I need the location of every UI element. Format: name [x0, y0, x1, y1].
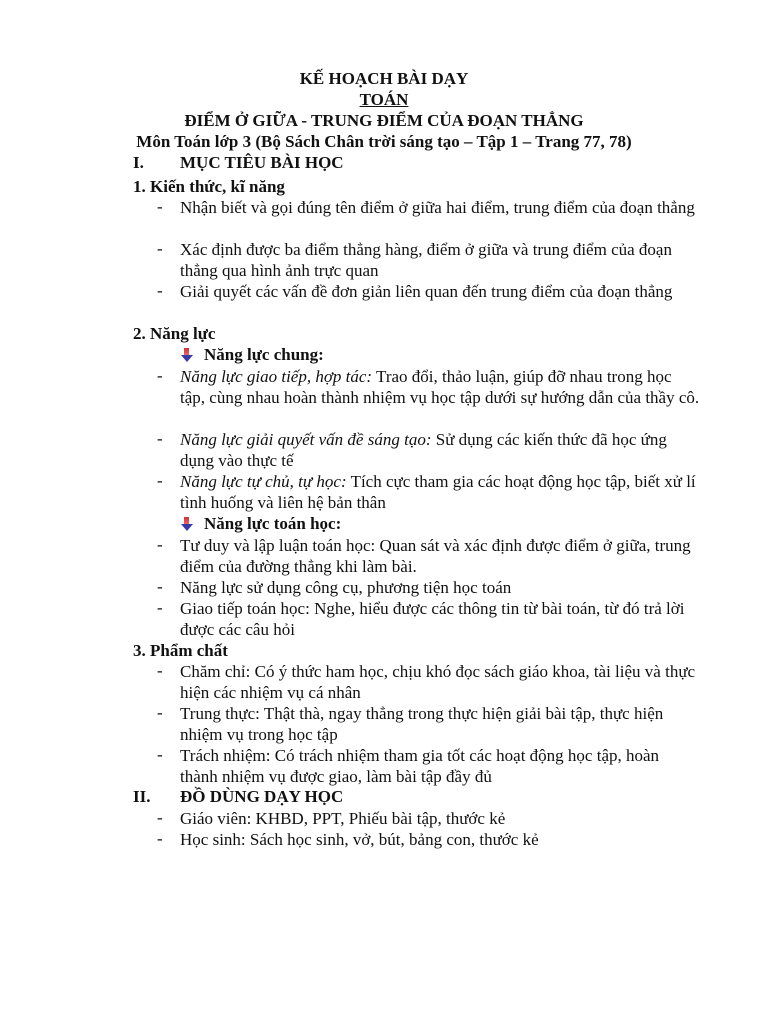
list-item: [180, 471, 700, 513]
bullet-dash: -: [157, 745, 163, 764]
bullet-dash: -: [157, 598, 163, 617]
item-text: Sử dụng các kiến thức đã học ứng dụng vào thực tế: [180, 430, 667, 470]
list-item: Giáo viên: KHBD, PPT, Phiếu bài tập, thước kẻ: [180, 809, 506, 828]
lesson-title: ĐIỂM Ở GIỮA - TRUNG ĐIỂM CỦA ĐOẠN THẲNG: [184, 111, 584, 130]
arrow-down-icon: [180, 517, 194, 531]
subsection-competence: 2. Năng lực: [133, 324, 216, 343]
bullet-dash: -: [157, 197, 163, 216]
list-item: Xác định được ba điểm thẳng hàng, điểm ở giữa và trung điểm của đoạn thẳng qua hình ảnh trực quan: [180, 240, 672, 280]
item-text: Trao đổi, thảo luận, giúp đỡ nhau trong học tập, cùng nhau hoàn thành nhiệm vụ học tập dưới sự hướng dẫn của thầy cô.: [180, 367, 700, 407]
course-info: Môn Toán lớp 3 (Bộ Sách Chân trời sáng tạo – Tập 1 – Trang 77, 78): [136, 132, 632, 151]
section-1-number: I.: [133, 153, 144, 172]
item-lead: Năng lực tự chủ, tự học:: [180, 472, 347, 491]
list-item: Học sinh: Sách học sinh, vở, bút, bảng con, thước kẻ: [180, 830, 539, 849]
general-competence-label: Năng lực chung:: [204, 345, 324, 364]
list-item: Giao tiếp toán học: Nghe, hiểu được các thông tin từ bài toán, từ đó trả lời được các câu hỏi: [180, 599, 685, 639]
item-lead: Năng lực giao tiếp, hợp tác:: [180, 367, 373, 386]
list-item: Giải quyết các vấn đề đơn giản liên quan đến trung điểm của đoạn thẳng: [180, 282, 673, 301]
math-competence-heading: [180, 514, 341, 534]
item-lead: Năng lực giải quyết vấn đề sáng tạo:: [180, 430, 432, 449]
list-item: Trung thực: Thật thà, ngay thẳng trong thực hiện giải bài tập, thực hiện nhiệm vụ trong học tập: [180, 704, 664, 744]
bullet-dash: -: [157, 281, 163, 300]
math-competence-label: Năng lực toán học:: [204, 514, 342, 533]
section-2-number: II.: [133, 787, 151, 806]
general-competence-heading: [180, 345, 324, 365]
item-text: Tích cực tham gia các hoạt động học tập, biết xử lí tình huống và liên hệ bản thân: [180, 472, 696, 512]
section-1-title: MỤC TIÊU BÀI HỌC: [180, 153, 344, 172]
doc-title: KẾ HOẠCH BÀI DẠY: [299, 69, 469, 88]
section-2-title: ĐỒ DÙNG DẠY HỌC: [180, 787, 344, 806]
subsection-knowledge: 1. Kiến thức, kĩ năng: [133, 177, 285, 196]
bullet-dash: -: [157, 471, 163, 490]
list-item: Chăm chỉ: Có ý thức ham học, chịu khó đọc sách giáo khoa, tài liệu và thực hiện các nhiệm vụ cá nhân: [180, 662, 696, 702]
arrow-down-icon: [180, 348, 194, 362]
list-item: Năng lực sử dụng công cụ, phương tiện học toán: [180, 578, 512, 597]
list-item: Nhận biết và gọi đúng tên điểm ở giữa hai điểm, trung điểm của đoạn thẳng: [180, 198, 695, 217]
bullet-dash: -: [157, 239, 163, 258]
list-item: Tư duy và lập luận toán học: Quan sát và xác định được điểm ở giữa, trung điểm của đường thẳng khi làm bài.: [180, 536, 691, 576]
bullet-dash: -: [157, 661, 163, 680]
bullet-dash: -: [157, 535, 163, 554]
bullet-dash: -: [157, 808, 163, 827]
bullet-dash: -: [157, 429, 163, 448]
bullet-dash: -: [157, 703, 163, 722]
list-item: [180, 366, 700, 408]
list-item: Trách nhiệm: Có trách nhiệm tham gia tốt các hoạt động học tập, hoàn thành nhiệm vụ được giao, làm bài tập đầy đủ: [180, 746, 660, 786]
bullet-dash: -: [157, 366, 163, 385]
subject-title: TOÁN: [359, 90, 409, 109]
subsection-qualities: 3. Phẩm chất: [133, 641, 228, 660]
bullet-dash: -: [157, 577, 163, 596]
list-item: [180, 429, 700, 471]
bullet-dash: -: [157, 829, 163, 848]
